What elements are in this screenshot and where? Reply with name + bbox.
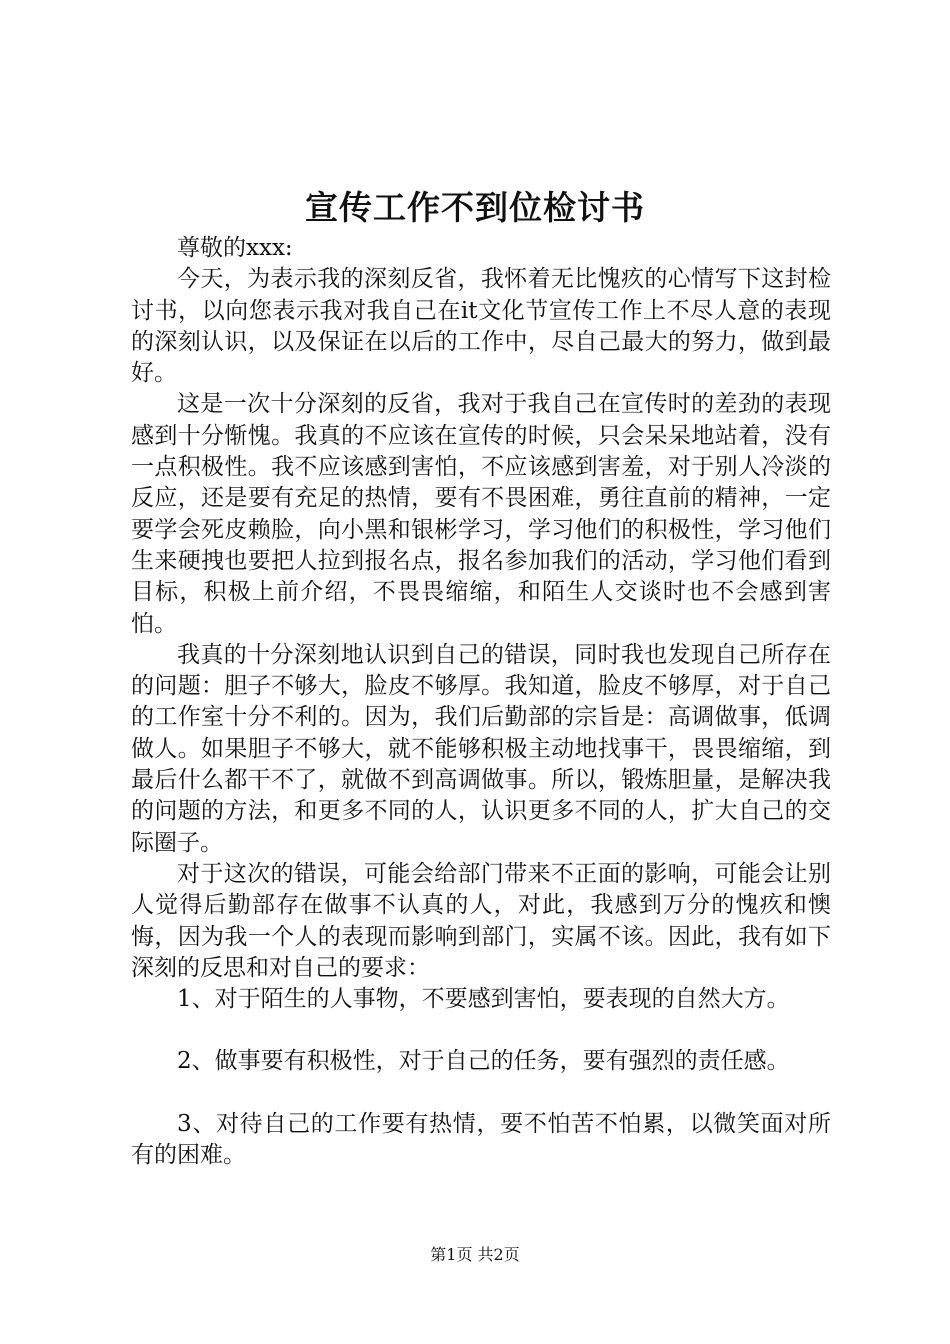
paragraph-2: 这是一次十分深刻的反省，我对于我自己在宣传时的差劲的表现感到十分惭愧。我真的不应该在宣传的时候，只会呆呆地站着，没有一点积极性。我不应该感到害怕，不应该感到害羞，对于别人冷淡的反应，还是要有充足的热情，要有不畏困难，勇往直前的精神，一定要学会死皮赖脸，向小黑和银彬学习，学习他们的积极性，学习他们生来硬拽也要把人拉到报名点，报名参加我们的活动，学习他们看到目标，积极上前介绍，不畏畏缩缩，和陌生人交谈时也不会感到害怕。 bbox=[131, 391, 831, 637]
list-item-1: 1、对于陌生的人事物，不要感到害怕，要表现的自然大方。 bbox=[177, 986, 790, 1013]
document-title: 宣传工作不到位检讨书 bbox=[305, 188, 645, 227]
page-footer: 第1页 共2页 bbox=[430, 1245, 520, 1264]
salutation: 尊敬的xxx: bbox=[177, 235, 293, 261]
paragraph-1: 今天，为表示我的深刻反省，我怀着无比愧疚的心情写下这封检讨书，以向您表示我对我自己在it文化节宣传工作上不尽人意的表现的深刻认识，以及保证在以后的工作中，尽自己最大的努力，做到最好。 bbox=[131, 266, 831, 387]
paragraph-4: 对于这次的错误，可能会给部门带来不正面的影响，可能会让别人觉得后勤部存在做事不认真的人，对此，我感到万分的愧疚和懊悔，因为我一个人的表现而影响到部门，实属不该。因此，我有如下深刻的反思和对自己的要求： bbox=[131, 860, 831, 981]
list-item-3: 3、对待自己的工作要有热情，要不怕苦不怕累，以微笑面对所有的困难。 bbox=[131, 1110, 831, 1169]
list-item-2: 2、做事要有积极性，对于自己的任务，要有强烈的责任感。 bbox=[177, 1048, 790, 1075]
document-body bbox=[131, 233, 831, 1171]
paragraph-3: 我真的十分深刻地认识到自己的错误，同时我也发现自己所存在的问题：胆子不够大，脸皮不够厚。我知道，脸皮不够厚，对于自己的工作室十分不利的。因为，我们后勤部的宗旨是：高调做事，低调做人。如果胆子不够大，就不能够积极主动地找事干，畏畏缩缩，到最后什么都干不了，就做不到高调做事。所以，锻炼胆量，是解决我的问题的方法，和更多不同的人，认识更多不同的人，扩大自己的交际圈子。 bbox=[131, 641, 831, 856]
